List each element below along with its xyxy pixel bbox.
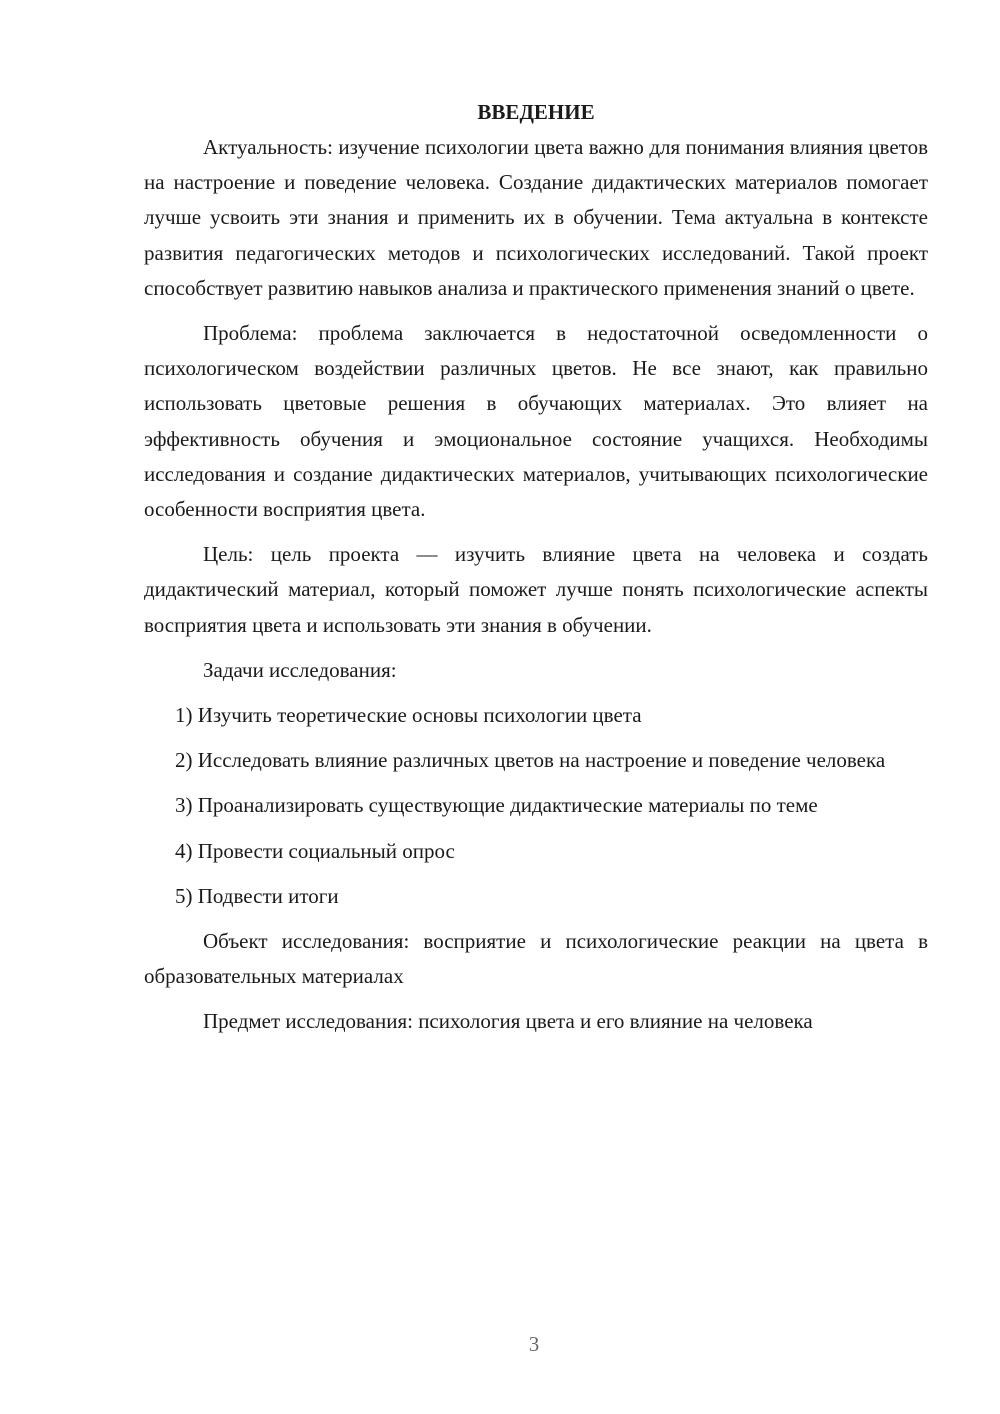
paragraph-problem: Проблема: проблема заключается в недостаточной осведомленности о психологическом воздействии различных цветов. Не все знают, как правильно использовать цветовые решения в обучающих материалах. Это влияет на эффективность обучения и эмоциональное состояние учащихся. Необходимы исследования и создание дидактических материалов, учитывающих психологические особенности восприятия цвета.	[144, 321, 928, 522]
paragraph-tasks-heading: Задачи исследования:	[203, 657, 397, 682]
page-number-text: 3	[528, 1332, 540, 1356]
paragraph-goal: Цель: цель проекта — изучить влияние цвета на человека и создать дидактический материал, который поможет лучше понять психологические аспекты восприятия цвета и использовать эти знания в обучении.	[144, 542, 928, 637]
task-item: 2) Исследовать влияние различных цветов на настроение и поведение человека	[175, 748, 886, 773]
section-title: ВВЕДЕНИЕ	[477, 100, 595, 124]
paragraph-object: Объект исследования: восприятие и психологические реакции на цвета в образовательных материалах	[144, 929, 928, 989]
task-item: 3) Проанализировать существующие дидактические материалы по теме	[175, 793, 818, 818]
paragraph-relevance: Актуальность: изучение психологии цвета важно для понимания влияния цветов на настроение и поведение человека. Создание дидактических материалов помогает лучше усвоить эти знания и применить их в обучении. Тема актуальна в контексте развития педагогических методов и психологических исследований. Такой проект способствует развитию навыков анализа и практического применения знаний о цвете.	[144, 135, 928, 300]
task-item: 5) Подвести итоги	[175, 883, 339, 908]
task-item: 1) Изучить теоретические основы психологии цвета	[175, 703, 642, 728]
page-number	[144, 1332, 928, 1357]
task-item: 4) Провести социальный опрос	[175, 838, 455, 863]
page-content	[144, 95, 928, 1040]
paragraph-subject: Предмет исследования: психология цвета и его влияние на человека	[203, 1009, 813, 1034]
